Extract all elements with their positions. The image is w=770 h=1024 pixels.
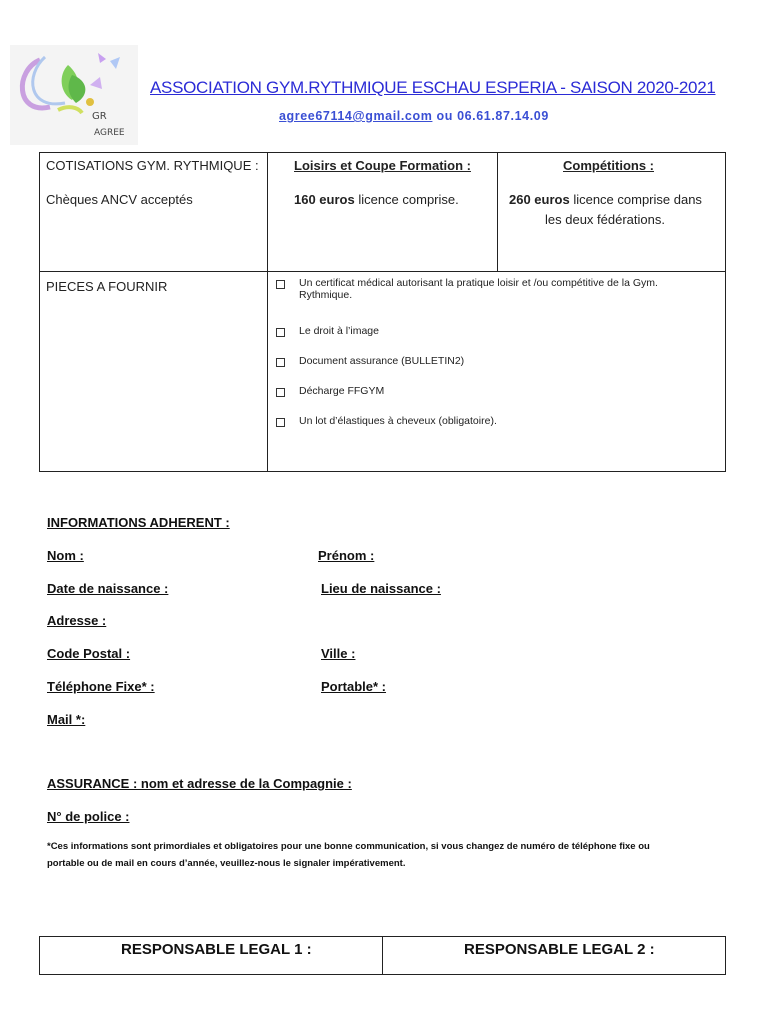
- table-vline-2: [497, 152, 498, 272]
- list-item-text: Document assurance (BULLETIN2): [299, 355, 465, 367]
- adresse-field[interactable]: Adresse :: [47, 613, 107, 628]
- telephone-field[interactable]: Téléphone Fixe* :: [47, 679, 155, 694]
- lieu-naissance-field[interactable]: Lieu de naissance :: [321, 581, 441, 596]
- loisirs-rest: licence comprise.: [354, 192, 459, 207]
- police-field[interactable]: N° de police :: [47, 809, 130, 824]
- info-note: *Ces informations sont primordiales et obligatoires pour une bonne communication, si vous changez de numéro de téléphone fixe ou portable ou de mail en cours d’année, veuillez-nous le signaler impérativement.: [47, 841, 650, 869]
- association-logo: [10, 45, 138, 145]
- prenom-field[interactable]: Prénom :: [318, 548, 375, 563]
- responsable-2-heading: RESPONSABLE LEGAL 2 :: [464, 941, 655, 958]
- nom-field[interactable]: Nom :: [47, 548, 84, 563]
- list-item-text: Le droit à l’image: [299, 325, 379, 337]
- contact-separator: ou: [436, 109, 453, 123]
- list-item-text: Décharge FFGYM: [299, 385, 385, 397]
- table-hline: [39, 271, 726, 272]
- competitions-rest: licence comprise dans: [569, 192, 702, 207]
- adherent-heading: INFORMATIONS ADHERENT :: [47, 515, 230, 530]
- cotisations-title: COTISATIONS GYM. RYTHMIQUE :: [46, 158, 259, 173]
- list-item: [276, 277, 721, 325]
- table-vline-1: [267, 152, 268, 472]
- list-item: [276, 325, 721, 355]
- email-link[interactable]: agree67114@gmail.com: [279, 109, 433, 123]
- competitions-title: Compétitions :: [563, 158, 654, 173]
- code-postal-field[interactable]: Code Postal :: [47, 646, 131, 661]
- list-item: [276, 385, 721, 415]
- checkbox-icon[interactable]: [276, 328, 285, 337]
- pieces-list: [276, 277, 721, 445]
- loisirs-title: Loisirs et Coupe Formation :: [294, 158, 471, 173]
- logo-agree-text: AGREE: [94, 128, 125, 138]
- list-item: [276, 355, 721, 385]
- logo-gr-text: GR: [92, 111, 107, 122]
- phone-number: 06.61.87.14.09: [457, 109, 549, 123]
- contact-line: [279, 109, 549, 123]
- checkbox-icon[interactable]: [276, 418, 285, 427]
- competitions-price: [509, 192, 702, 207]
- competitions-amount: 260 euros: [509, 192, 570, 207]
- list-item-text: Un lot d’élastiques à cheveux (obligatoire).: [299, 415, 497, 427]
- ville-field[interactable]: Ville :: [321, 646, 356, 661]
- mail-field[interactable]: Mail *:: [47, 712, 86, 727]
- ancv-note: Chèques ANCV acceptés: [46, 192, 193, 207]
- competitions-line2: les deux fédérations.: [545, 212, 665, 227]
- list-item: [276, 415, 721, 445]
- assurance-field[interactable]: ASSURANCE : nom et adresse de la Compagnie :: [47, 776, 352, 791]
- page-title: ASSOCIATION GYM.RYTHMIQUE ESCHAU ESPERIA - SAISON 2020-2021: [150, 78, 716, 97]
- checkbox-icon[interactable]: [276, 388, 285, 397]
- loisirs-amount: 160 euros: [294, 192, 355, 207]
- pieces-label: PIECES A FOURNIR: [46, 279, 168, 294]
- responsable-1-heading: RESPONSABLE LEGAL 1 :: [121, 941, 312, 958]
- responsables-divider: [382, 936, 383, 975]
- portable-field[interactable]: Portable* :: [321, 679, 387, 694]
- date-naissance-field[interactable]: Date de naissance :: [47, 581, 169, 596]
- checkbox-icon[interactable]: [276, 358, 285, 367]
- checkbox-icon[interactable]: [276, 280, 285, 289]
- loisirs-price: [294, 192, 459, 207]
- butterfly-logo-icon: [10, 45, 138, 145]
- list-item-text: Un certificat médical autorisant la pratique loisir et /ou compétitive de la Gym. Rythmique.: [299, 277, 658, 301]
